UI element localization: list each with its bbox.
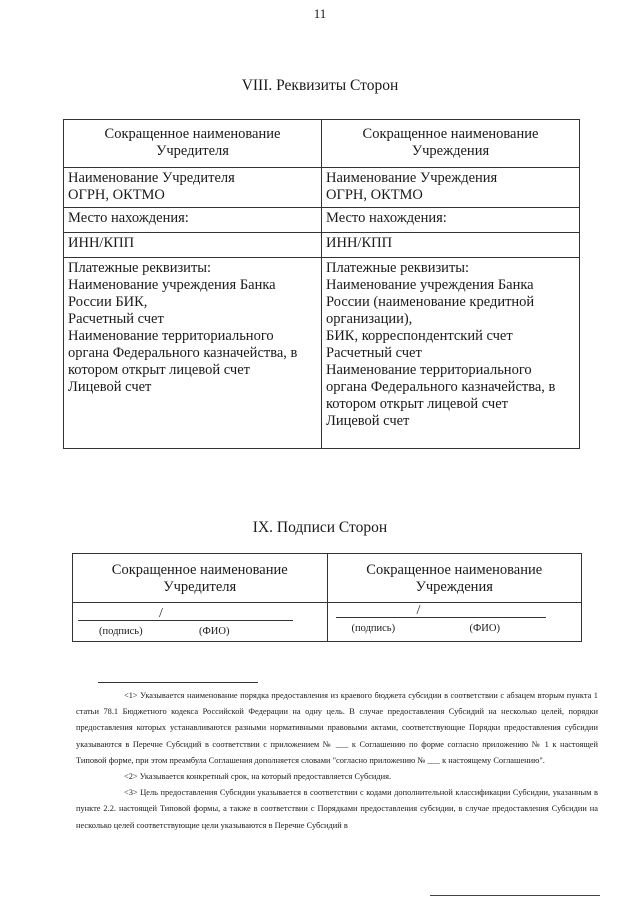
founder-inn-cell: ИНН/КПП <box>64 233 322 258</box>
institution-location-cell: Место нахождения: <box>322 208 580 233</box>
table-row <box>64 168 580 208</box>
signature-label: (подпись) <box>99 626 143 637</box>
founder-payment-cell: Платежные реквизиты: Наименование учреждения Банка России БИК, Расчетный счет Наименование территориального органа Федерального казначейства, в котором открыт лицевой счет Лицевой счет <box>64 258 322 449</box>
signature-separator: / <box>416 603 421 618</box>
requisites-table <box>63 119 580 449</box>
section-8-title: VIII. Реквизиты Сторон <box>241 77 399 94</box>
institution-payment-cell: Платежные реквизиты: Наименование учреждения Банка России (наименование кредитной организации), БИК, корреспондентский счет Расчетный счет Наименование территориального органа Федерального казначейства, в котором открыт лицевой счет Лицевой счет <box>322 258 580 449</box>
signature-line <box>336 617 546 618</box>
signature-separator: / <box>159 606 163 621</box>
table-row <box>64 258 580 449</box>
table-row <box>73 603 582 642</box>
table-header-row <box>73 554 582 603</box>
signatures-table <box>72 553 582 642</box>
header-institution: Сокращенное наименование Учреждения <box>322 120 580 168</box>
sig-header-institution: Сокращенное наименование Учреждения <box>327 554 582 603</box>
sig-header-founder: Сокращенное наименование Учредителя <box>73 554 328 603</box>
table-row <box>64 233 580 258</box>
footnote-2: <2> Указывается конкретный срок, на который предоставляется Субсидия. <box>124 772 392 782</box>
table-row <box>64 208 580 233</box>
institution-inn-cell: ИНН/КПП <box>322 233 580 258</box>
signature-line <box>78 620 293 621</box>
institution-signature-cell <box>327 603 582 642</box>
footnotes <box>76 688 598 834</box>
signature-label: (подпись) <box>351 623 396 634</box>
institution-name-cell: Наименование Учреждения ОГРН, ОКТМО <box>322 168 580 208</box>
page-number: 11 <box>313 6 327 21</box>
fio-label: (ФИО) <box>469 623 500 634</box>
section-9-title: IX. Подписи Сторон <box>252 519 388 536</box>
header-founder: Сокращенное наименование Учредителя <box>64 120 322 168</box>
founder-name-cell: Наименование Учредителя ОГРН, ОКТМО <box>64 168 322 208</box>
footnote-1: <1> Указывается наименование порядка предоставления из краевого бюджета субсидии в соответствии с абзацем вторым пункта 1 статьи 78.1 Бюджетного кодекса Российской Федерации на одну цель. В случае предоставления Субсидий на несколько целей, порядки предоставления которых устанавливаются разными нормативными правовыми актами, соответствующие Порядки предоставления субсидии указываются в Перечне Субсидий в соответствии с приложением № ___ к Соглашению по форме согласно приложению № 1 к настоящей Типовой форме, при этом преамбула Соглашения дополняется словами "согласно приложению № ___ к настоящему Соглашению". <box>76 691 598 765</box>
founder-location-cell: Место нахождения: <box>64 208 322 233</box>
table-header-row <box>64 120 580 168</box>
footnote-3: <3> Цель предоставления Субсидии указывается в соответствии с кодами дополнительной классификации Субсидии, указанным в пункте 2.2. настоящей Типовой формы, а также в соответствии с Порядками предоставления субсидии, в случае предоставления Субсидии на несколько целей соответствующие цели указываются в Перечне Субсидий в <box>76 788 598 830</box>
footnote-separator <box>98 682 258 683</box>
fio-label: (ФИО) <box>199 626 230 637</box>
founder-signature-cell <box>73 603 328 642</box>
bottom-rule <box>430 895 600 896</box>
